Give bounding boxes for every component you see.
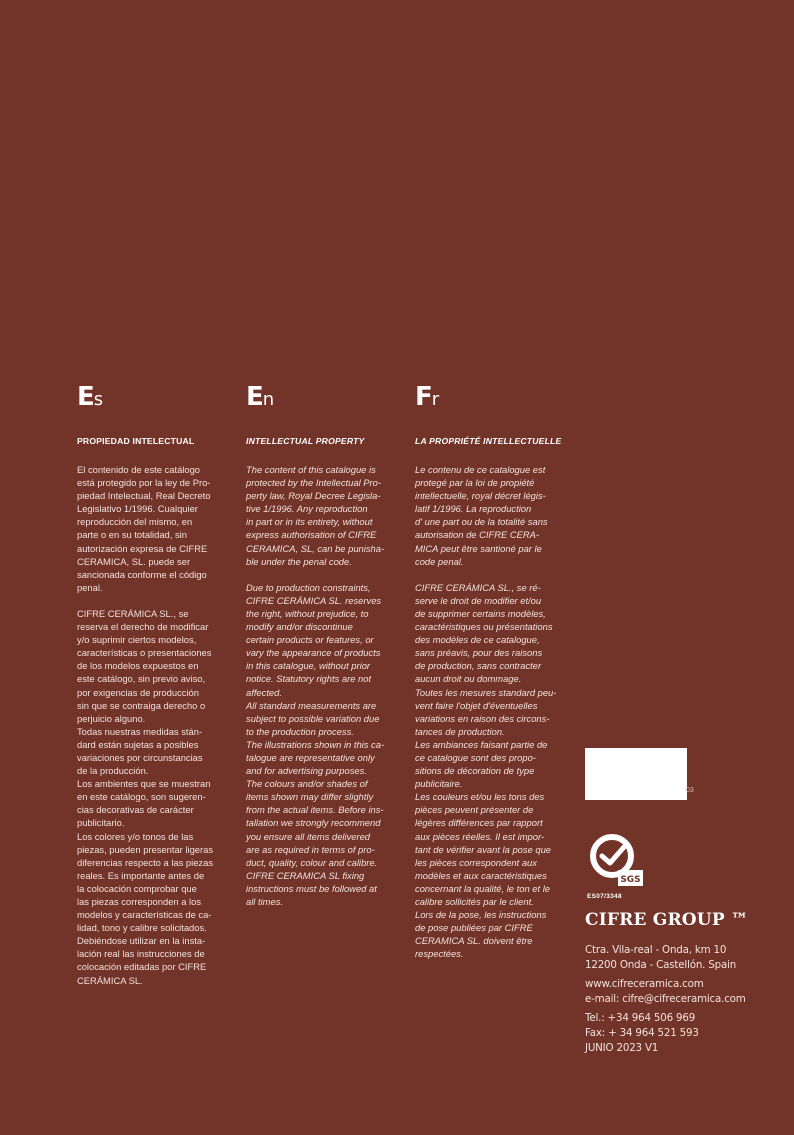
paragraph-en-2: Due to production constraints, CIFRE CERÁMICA SL. reserves the right, without prejudice, to modify and/or discontinue certain products or features, or vary the appearance of products in this catalogue, without prior notice. Statutory rights are not affected. All standard measurements are subject to possible variation due to the production process. The illustrations shown in this ca- talogue are representative only and for advertising purposes. The colours and/or shades of items shown may differ slightly from the actual items. Before ins- tallation we strongly recommend you ensure all items delivered are as required in terms of pro- duct, quality, colour and calibre. CIFRE CERAMICA SL fixing instructions must be followed at all times. bbox=[246, 581, 385, 907]
email-link[interactable]: e-mail: cifre@cifreceramica.com bbox=[585, 992, 746, 1005]
language-label-es bbox=[77, 382, 237, 414]
contact-block bbox=[585, 943, 785, 1055]
certification-icon bbox=[585, 832, 645, 888]
column-french bbox=[415, 382, 575, 960]
cert-badge-text: SGS bbox=[620, 875, 641, 885]
column-spanish bbox=[77, 382, 237, 987]
lang-suffix: r bbox=[431, 389, 439, 410]
language-label-fr bbox=[415, 382, 575, 414]
white-label-box bbox=[585, 748, 687, 800]
lang-suffix: s bbox=[93, 389, 103, 410]
edition-label: JUNIO 2023 V1 bbox=[585, 1041, 659, 1054]
lang-initial: F bbox=[415, 382, 432, 412]
fax-number: Fax: + 34 964 521 593 bbox=[585, 1026, 699, 1039]
paragraph-es-2: CIFRE CERÁMICA SL., se reserva el derecho de modificar y/o suprimir ciertos modelos, características o presentaciones de los modelos expuestos en este catálogo, sin previo aviso, por exigencias de producción sin que se contraiga derecho o perjuicio alguno. Todas nuestras medidas stán- dard están sujetas a posibles variaciones por circunstancias de la producción. Los ambientes que se muestran en este catálogo, son sugeren- cias decorativas de carácter publicitario. Los colores y/o tonos de las piezas, pueden presentar ligeras diferencias respecto a las piezas reales. Es importante antes de la colocación comprobar que las piezas corresponden a los modelos y características de ca- lidad, tono y calibre solicitados. Debiéndose utilizar en la insta- lación real las instrucciones de colocación editadas por CIFRE CERÁMICA SL. bbox=[77, 607, 214, 986]
paragraph-en-1: The content of this catalogue is protected by the Intellectual Pro- perty law, Royal Decree Legisla- tive 1/1996. Any reproduction in part or in its entirety, without express authorisation of CIFRE CERAMICA, SL, can be punisha- ble under the penal code. bbox=[246, 464, 385, 567]
lang-initial: E bbox=[246, 382, 263, 412]
phone-number: Tel.: +34 964 506 969 bbox=[585, 1012, 696, 1025]
certification-code: ES07/3348 bbox=[587, 893, 622, 900]
paragraph-fr-1: Le contenu de ce catalogue est protegé par la loi de propiété intellectuelle, royal décret légis- latif 1/1996. La reproduction d' une part ou de la totalité sans autorisation de CIFRE CERA- MICA peut être santioné par le code penal. bbox=[415, 464, 548, 567]
lang-initial: E bbox=[77, 382, 94, 412]
section-heading-en: INTELLECTUAL PROPERTY bbox=[246, 436, 365, 446]
address-line-2: 12200 Onda - Castellón. Spain bbox=[585, 958, 737, 971]
language-label-en bbox=[246, 382, 406, 414]
lang-suffix: n bbox=[262, 389, 274, 410]
address-line-1: Ctra. Vila-real - Onda, km 10 bbox=[585, 944, 727, 956]
section-heading-fr: LA PROPRIÉTÉ INTELLECTUELLE bbox=[415, 436, 562, 446]
paragraph-es-1: El contenido de este catálogo está protegido por la ley de Pro- piedad Intelectual, Real Decreto Legislativo 1/1996. Cualquier reproducción del mismo, en parte o en su totalidad, sin autorización expresa de CIFRE CERAMICA, SL. puede ser sancionada conforme el código penal. bbox=[77, 464, 211, 593]
section-heading-es: PROPIEDAD INTELECTUAL bbox=[77, 436, 195, 446]
paragraph-fr-2: CIFRE CERÁMICA SL., se ré- serve le droit de modifier et/ou de supprimer certains modèles, caractéristiques ou présentations des modèles de ce catalogue, sans préavis, pour des raisons de production, sans contracter aucun droit ou dommage. Toutes les mesures standard peu- vent faire l'objet d'éventuelles variations en raison des circons- tances de production. Les ambiances faisant partie de ce catalogue sont des propo- sitions de décoration de type publicitaire. Les couleurs et/ou les tons des pièces peuvent présenter de légères différences par rapport aux pièces réelles. Il est impor- tant de vérifier avant la pose que les pièces correspondent aux modèles et aux caractéristiques concernant la qualité, le ton et le calibre sollicités par le client. Lors de la pose, les instructions de pose publiées par CIFRE CERAMICA SL. doivent être respectées. bbox=[415, 581, 557, 960]
website-link[interactable]: www.cifreceramica.com bbox=[585, 978, 704, 991]
box-number: 03 bbox=[686, 787, 694, 794]
column-english bbox=[246, 382, 406, 908]
brand-name: CIFRE GROUP ™ bbox=[585, 910, 749, 930]
